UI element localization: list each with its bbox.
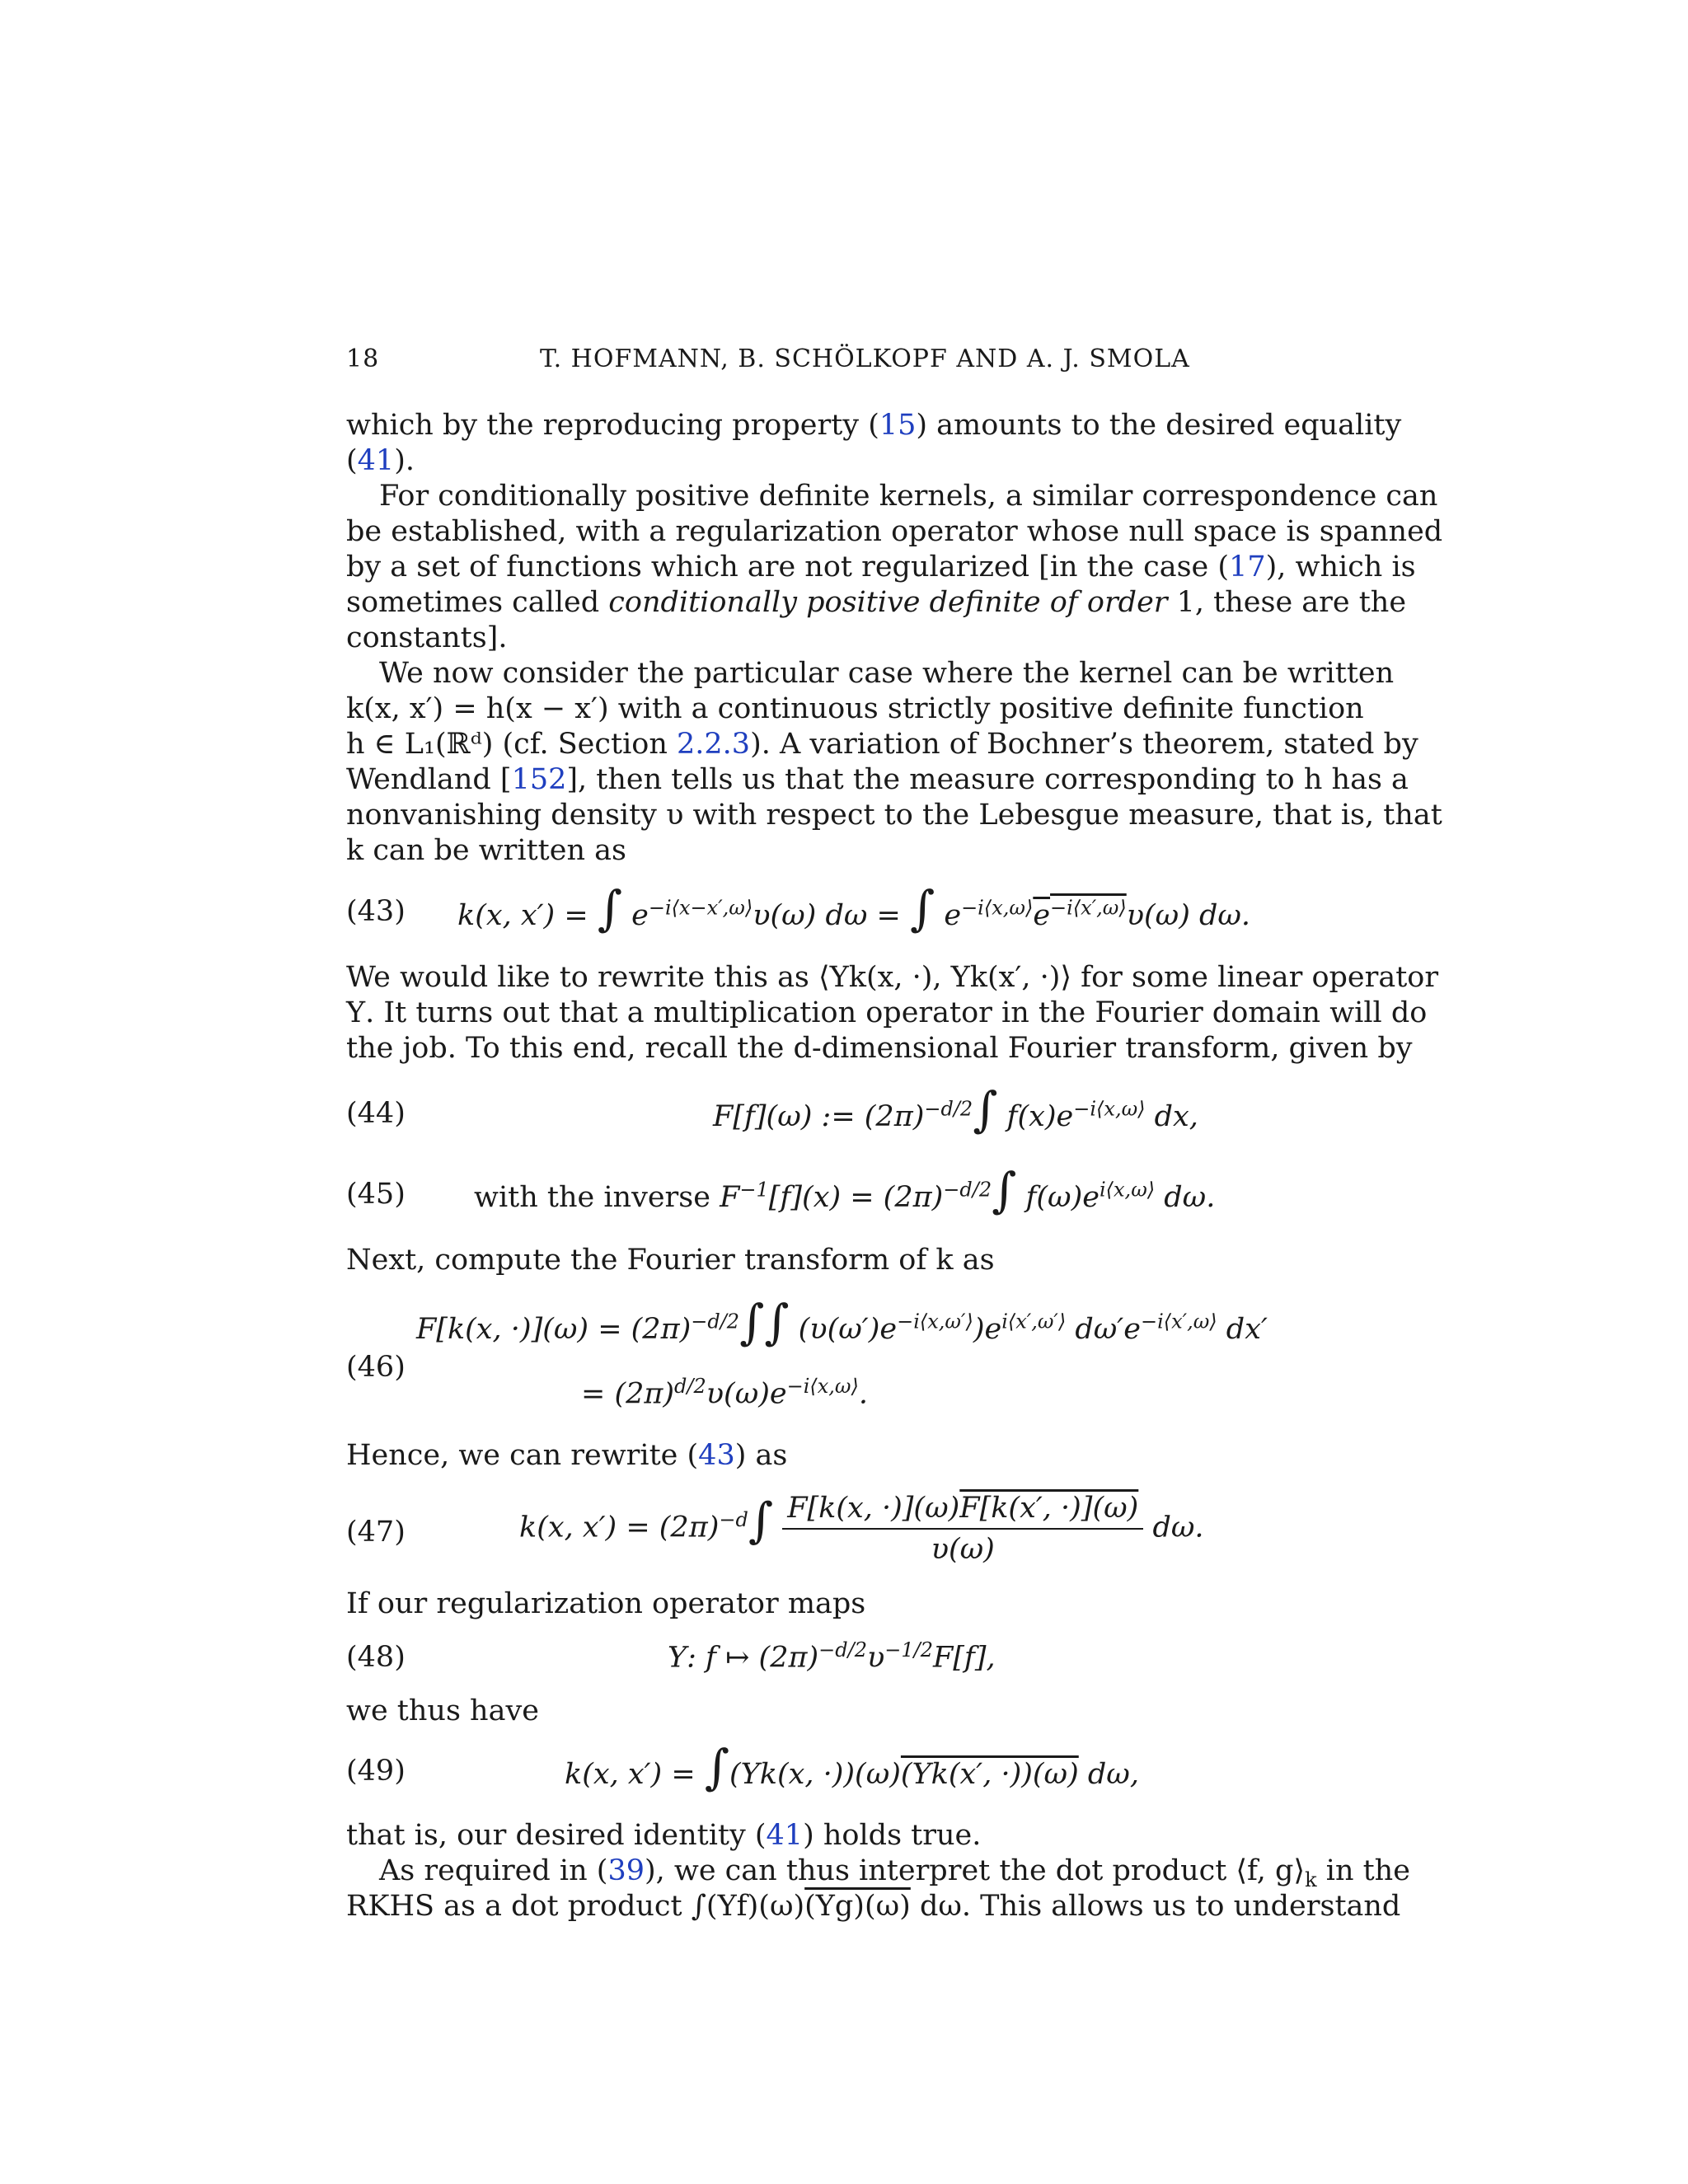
text-line: We now consider the particular case where the kernel can be written bbox=[379, 657, 1395, 690]
text-line: constants]. bbox=[346, 621, 508, 654]
equation-49: k(x, x′) = ∫(Υk(x, ·))(ω)(Υk(x′, ·))(ω) dω, bbox=[565, 1739, 1139, 1795]
running-header bbox=[346, 344, 1337, 377]
text-line: If our regularization operator maps bbox=[346, 1587, 866, 1620]
page-number: 18 bbox=[346, 344, 380, 373]
equation-number: (47) bbox=[346, 1516, 406, 1549]
equation-43: k(x, x′) = ∫ $e^{-i⟨x-x',\omega⟩}\upsilon(\omega) d\omega$ = ∫ $e^{-i⟨x,\omega⟩}e^{-i⟨x',\omega⟩}\upsilon(\omega)$ dω. bbox=[457, 880, 1251, 936]
integral-sign: ∫ bbox=[739, 1294, 765, 1350]
text-line: be established, with a regularization operator whose null space is spanned bbox=[346, 515, 1443, 548]
integral-sign: ∫ bbox=[748, 1492, 774, 1549]
equation-number: (45) bbox=[346, 1178, 406, 1211]
text-line: Wendland [152], then tells us that the measure corresponding to h has a bbox=[346, 763, 1409, 796]
text-line: that is, our desired identity (41) holds true. bbox=[346, 1819, 982, 1852]
text-line: h ∈ L₁(ℝᵈ) (cf. Section 2.2.3). A variation of Bochner’s theorem, stated by bbox=[346, 728, 1418, 761]
equation-ref-link[interactable]: 41 bbox=[357, 444, 395, 477]
equation-46-line-2: = $(2\pi)^{d/2}\upsilon(\omega)e^{-i⟨x,\omega⟩}$. bbox=[581, 1375, 868, 1411]
equation-ref-link[interactable]: 15 bbox=[879, 409, 917, 442]
equation-ref-link[interactable]: 41 bbox=[766, 1819, 804, 1852]
citation-ref-link[interactable]: 152 bbox=[511, 763, 567, 796]
text-line: Υ. It turns out that a multiplication operator in the Fourier domain will do bbox=[346, 996, 1428, 1029]
equation-47: k(x, $x') = (2\pi)^{-d}\int$ $\frac{F[k(x, \cdot)](\omega)F[k(x', \cdot)](\omega)}{\upsilon(\omega)}$ dω. bbox=[519, 1492, 1204, 1566]
text-line: For conditionally positive definite kernels, a similar correspondence can bbox=[379, 480, 1438, 513]
text-line: (41). bbox=[346, 444, 415, 477]
equation-number: (43) bbox=[346, 895, 406, 928]
text-line: k(x, x′) = h(x − x′) with a continuous strictly positive definite function bbox=[346, 692, 1364, 725]
equation-number: (49) bbox=[346, 1755, 406, 1788]
fraction: $\frac{F[k(x, \cdot)](\omega)F[k(x', \cdot)](\omega)}{\upsilon(\omega)}$ bbox=[782, 1492, 1143, 1566]
running-title: T. HOFMANN, B. SCHÖLKOPF AND A. J. SMOLA bbox=[540, 344, 1190, 373]
text-line: Hence, we can rewrite (43) as bbox=[346, 1439, 788, 1472]
text-line: k can be written as bbox=[346, 834, 626, 867]
text-line: We would like to rewrite this as ⟨Υk(x, ·), Υk(x′, ·)⟩ for some linear operator bbox=[346, 961, 1439, 994]
integral-sign: ∫ bbox=[909, 880, 935, 936]
text-line: sometimes called conditionally positive definite of order 1, these are the bbox=[346, 586, 1407, 619]
integral-sign: ∫ bbox=[992, 1162, 1017, 1218]
integral-sign: ∫ bbox=[764, 1294, 790, 1350]
text-line: nonvanishing density υ with respect to the Lebesgue measure, that is, that bbox=[346, 799, 1442, 832]
text-line: RKHS as a dot product ∫(Υf)(ω)(Υg)(ω) dω. This allows us to understand bbox=[346, 1890, 1401, 1923]
section-ref-link[interactable]: 2.2.3 bbox=[677, 728, 751, 761]
equation-ref-link[interactable]: 43 bbox=[698, 1439, 735, 1472]
text-line: which by the reproducing property (15) amounts to the desired equality bbox=[346, 409, 1402, 442]
text-line: we thus have bbox=[346, 1694, 539, 1727]
text-line: As required in (39), we can thus interpret the dot product ⟨f, $g⟩_k$ in the bbox=[379, 1854, 1410, 1891]
equation-44: F[f](ω) := $(2\pi)^{-d/2}\int$ $f(x)e^{-i⟨x,\omega⟩}$ dx, bbox=[713, 1081, 1198, 1137]
equation-48: Υ: f ↦ $(2\pi)^{-d/2}\upsilon^{-1/2}F[f]$, bbox=[668, 1638, 996, 1675]
integral-sign: ∫ bbox=[973, 1081, 998, 1137]
text-line: by a set of functions which are not regularized [in the case (17), which is bbox=[346, 551, 1416, 583]
equation-45: with the inverse $F^{-1}[f](x) = (2\pi)^{-d/2}\int$ $f(\omega)e^{i⟨x,\omega⟩}$ dω. bbox=[474, 1162, 1216, 1218]
text-line: the job. To this end, recall the d-dimensional Fourier transform, given by bbox=[346, 1032, 1413, 1065]
equation-ref-link[interactable]: 17 bbox=[1229, 551, 1266, 583]
integral-sign: ∫ bbox=[597, 880, 622, 936]
text-line: Next, compute the Fourier transform of k as bbox=[346, 1244, 995, 1277]
equation-number: (46) bbox=[346, 1351, 406, 1384]
equation-ref-link[interactable]: 39 bbox=[607, 1854, 645, 1887]
equation-46-line-1: F[k(x, $\cdot)](\omega) = (2\pi)^{-d/2}\int\int$ $(\upsilon(\omega')e^{-i⟨x,\omega'⟩})e^{i⟨x',\omega'⟩}$ $d\omega'e^{-i⟨x',\omega⟩}$ dx′ bbox=[416, 1294, 1268, 1350]
equation-number: (44) bbox=[346, 1097, 406, 1130]
integral-sign: ∫ bbox=[704, 1739, 729, 1795]
equation-number: (48) bbox=[346, 1641, 406, 1674]
